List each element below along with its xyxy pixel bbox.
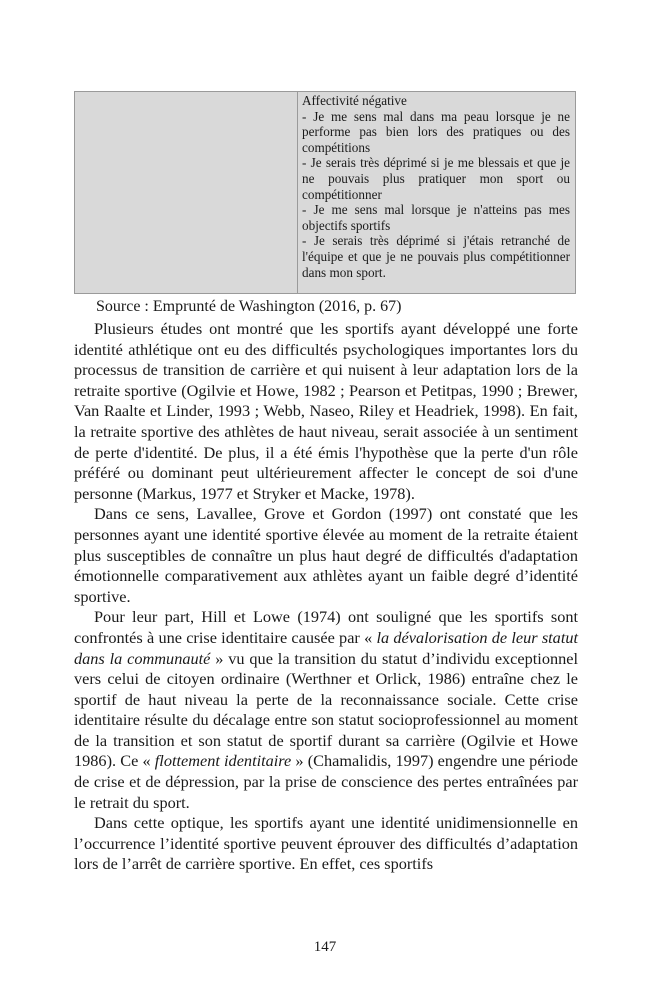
paragraph-quote-italic: flottement identitaire bbox=[154, 751, 292, 771]
table-source: Source : Emprunté de Washington (2016, p. 67) bbox=[96, 298, 402, 315]
paragraph bbox=[74, 607, 578, 813]
paragraph-text: » vu que la transition du statut d’individu exceptionnel vers celui de citoyen ordinaire (Werthner et Orlick, 1986) entraîne chez le sportif de haut niveau la perte de la reconnaissance sociale. Cette crise identitaire résulte du décalage entre son statut socioprofessionnel au moment de la transition et son statut de sportif durant sa carrière (Ogilvie et Howe 1986). Ce « bbox=[74, 648, 578, 771]
paragraph-text: » (Chamalidis, 1997) engendre une période de crise et de dépression, par la prise de conscience des pertes entraînées par le retrait du sport. bbox=[74, 751, 578, 812]
source-table bbox=[74, 91, 576, 294]
paragraph: Dans cette optique, les sportifs ayant une identité unidimensionnelle en l’occurrence l’identité sportive peuvent éprouver des difficultés d’adaptation lors de l’arrêt de carrière sportive. En effet, ces sportifs bbox=[74, 813, 578, 874]
table-right-cell bbox=[298, 92, 575, 293]
table-cell-item: - Je me sens mal dans ma peau lorsque je ne performe pas bien lors des pratiques ou des compétitions bbox=[302, 108, 570, 155]
table-cell-heading: Affectivité négative bbox=[302, 93, 407, 108]
paragraph-quote-italic: la dévalorisation de leur statut dans la communauté bbox=[74, 627, 579, 668]
table-cell-item: - Je serais très déprimé si j'étais retranché de l'équipe et que je ne pouvais plus compétitionner dans mon sport. bbox=[302, 233, 570, 280]
table-left-cell bbox=[75, 92, 298, 293]
table-cell-item: - Je serais très déprimé si je me blessais et que je ne pouvais plus pratiquer mon sport ou compétitionner bbox=[302, 155, 570, 202]
paragraph: Plusieurs études ont montré que les sportifs ayant développé une forte identité athlétique ont eu des difficultés psychologiques importantes lors du processus de transition de carrière et qui nuisent à leur adaptation lors de la retraite sportive (Ogilvie et Howe, 1982 ; Pearson et Petitpas, 1990 ; Brewer, Van Raalte et Linder, 1993 ; Webb, Naseo, Riley et Headriek, 1998). En fait, la retraite sportive des athlètes de haut niveau, serait associée à un sentiment de perte d'identité. De plus, il a été émis l'hypothèse que la perte d'un rôle préféré ou dominant peut ultérieurement affecter le concept de soi d'une personne (Markus, 1977 et Stryker et Macke, 1978). bbox=[74, 319, 578, 503]
page-number: 147 bbox=[313, 939, 337, 955]
table-cell-item: - Je me sens mal lorsque je n'atteins pas mes objectifs sportifs bbox=[302, 202, 570, 233]
paragraph: Dans ce sens, Lavallee, Grove et Gordon (1997) ont constaté que les personnes ayant une identité sportive élevée au moment de la retraite étaient plus susceptibles de connaître un plus haut degré de difficultés d'adaptation émotionnelle comparativement aux athlètes ayant un faible degré d’identité sportive. bbox=[74, 504, 578, 606]
paragraph-text: Pour leur part, Hill et Lowe (1974) ont souligné que les sportifs sont confrontés à une crise identitaire causée par « bbox=[74, 607, 578, 647]
body-text bbox=[74, 319, 578, 875]
